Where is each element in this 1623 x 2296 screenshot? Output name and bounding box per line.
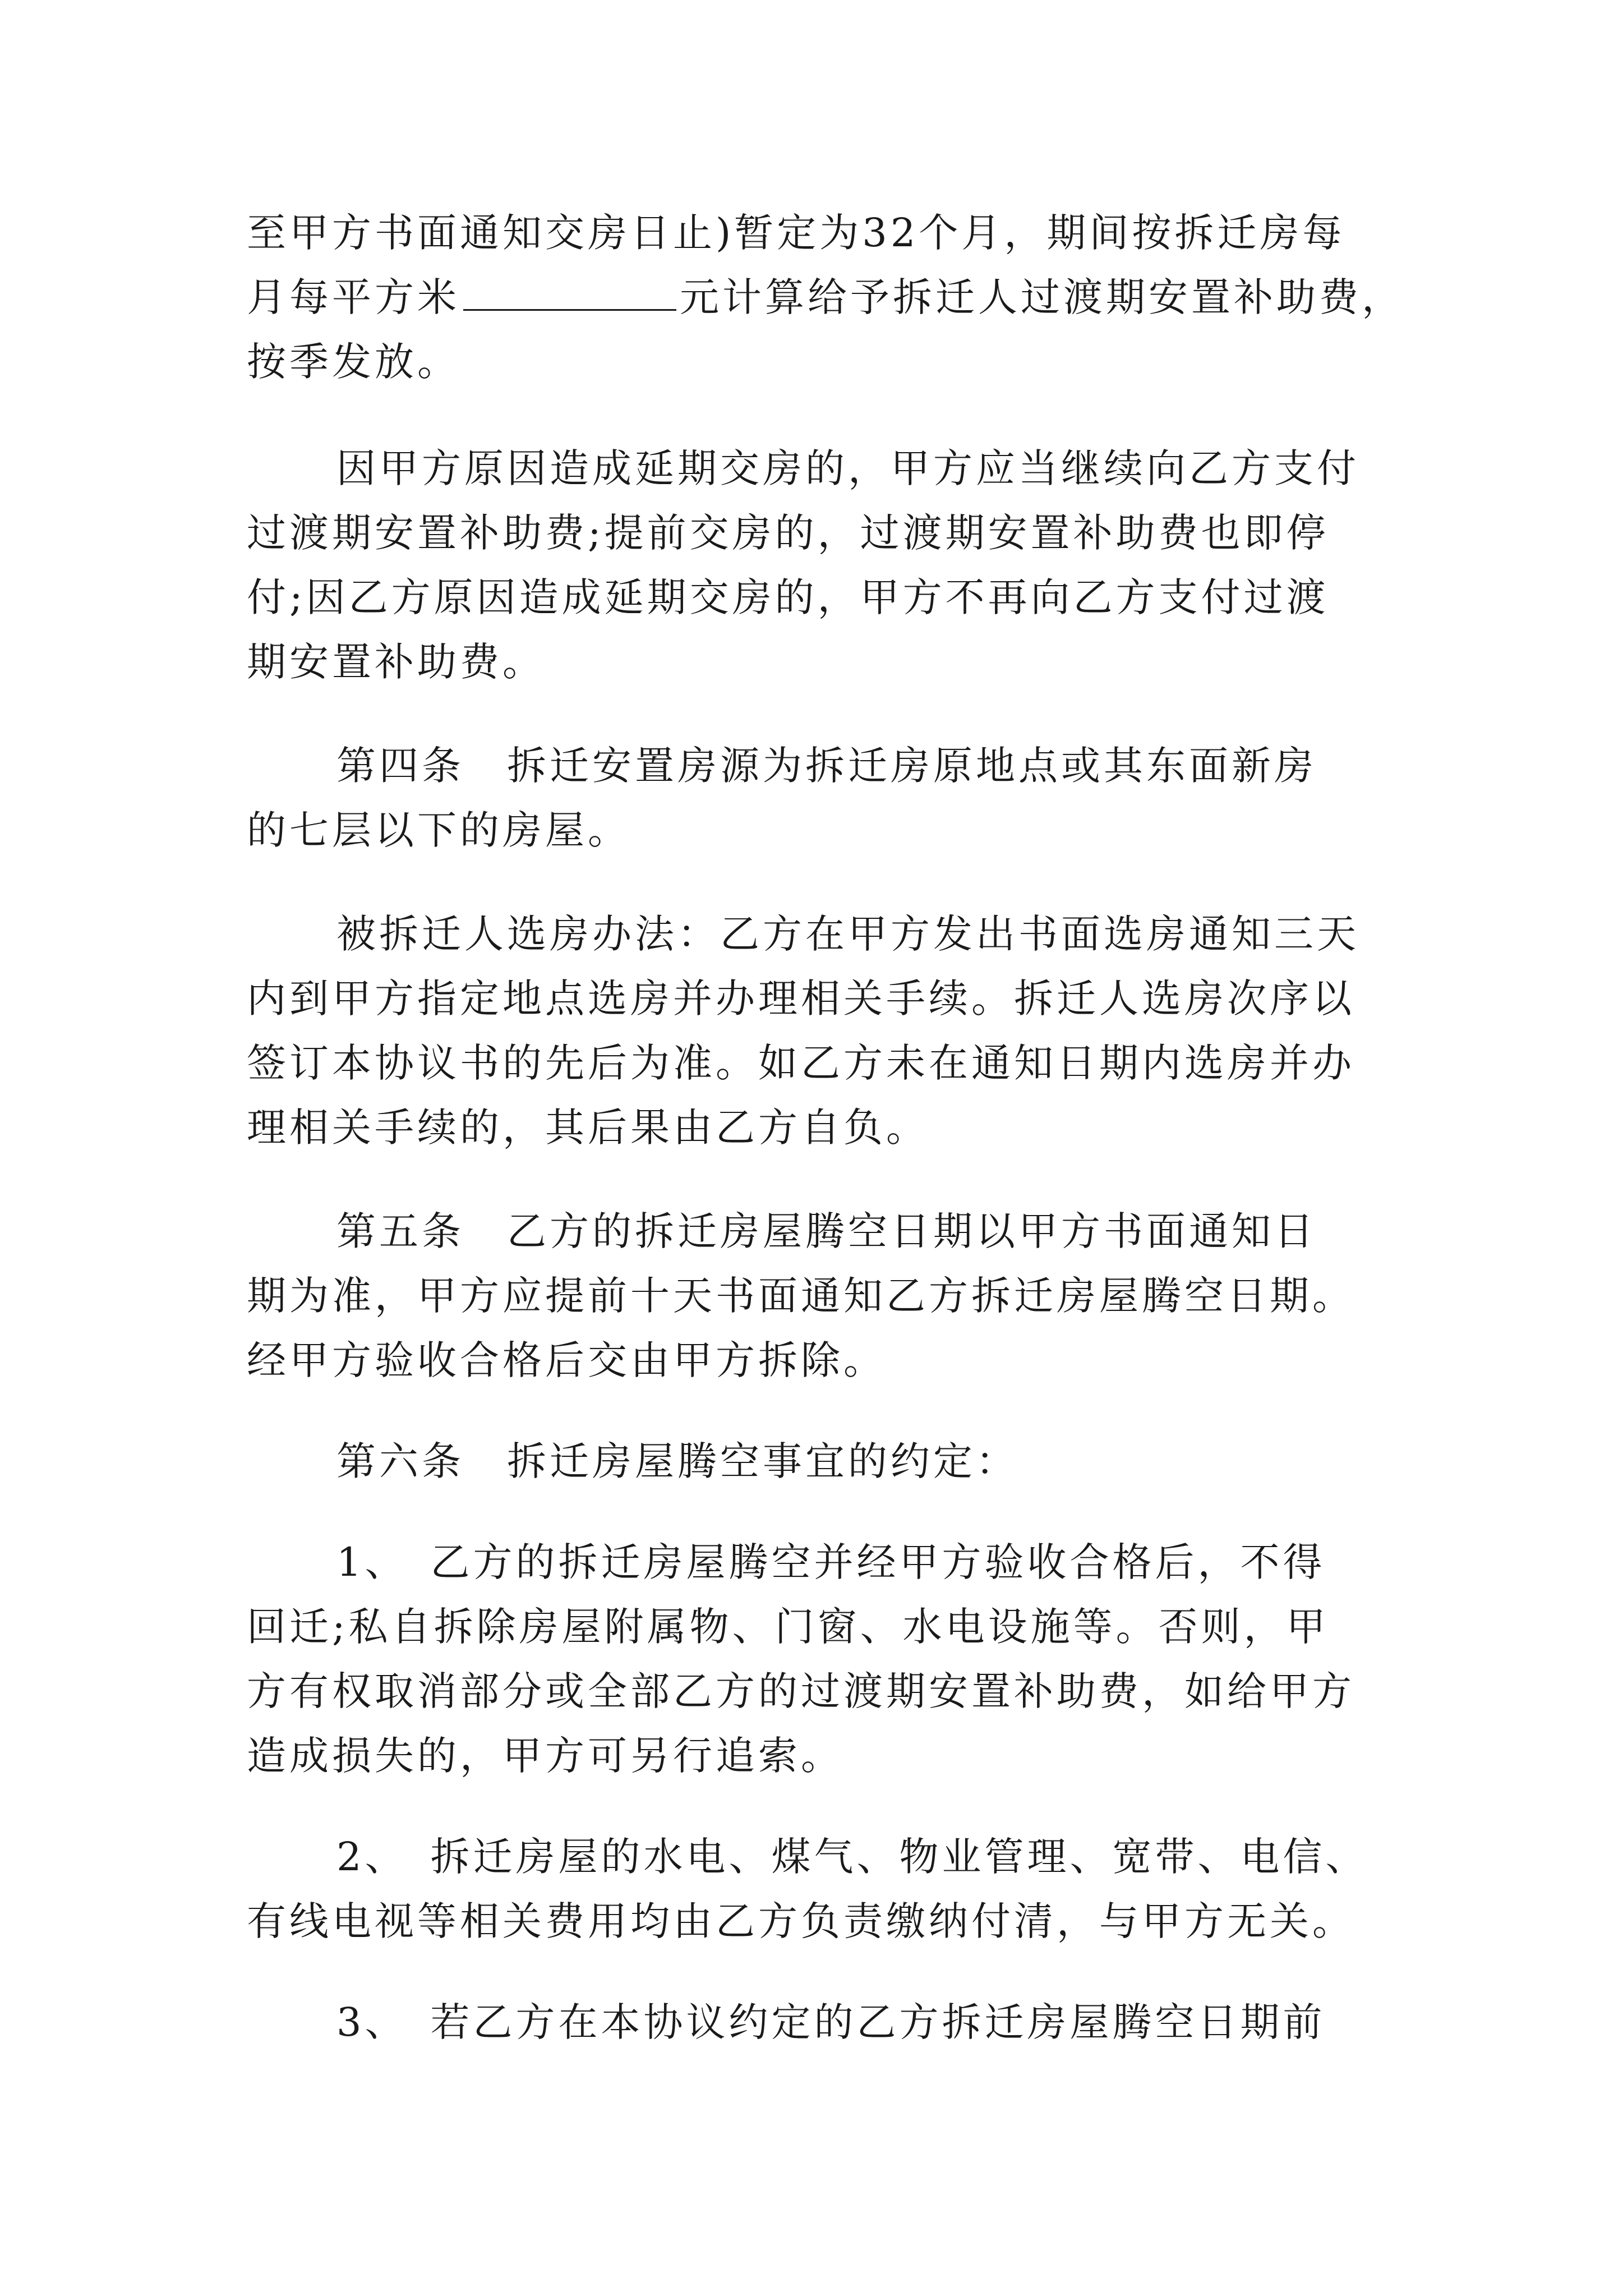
text-line: 方有权取消部分或全部乙方的过渡期安置补助费，如给甲方 xyxy=(247,1668,1355,1714)
text-line: 有线电视等相关费用均由乙方负责缴纳付清，与甲方无关。 xyxy=(247,1898,1355,1944)
text-line: 付;因乙方原因造成延期交房的，甲方不再向乙方支付过渡 xyxy=(247,574,1329,620)
text-line: 至甲方书面通知交房日止)暂定为32个月，期间按拆迁房每 xyxy=(247,210,1345,256)
text-line: 按季发放。 xyxy=(247,339,460,385)
item-3-line: 3、 若乙方在本协议约定的乙方拆迁房屋腾空日期前 xyxy=(336,1999,1326,2045)
text-line: 内到甲方指定地点选房并办理相关手续。拆迁人选房次序以 xyxy=(247,976,1355,1022)
text-line: 的七层以下的房屋。 xyxy=(247,807,630,853)
article-5-heading-line: 第五条 乙方的拆迁房屋腾空日期以甲方书面通知日 xyxy=(336,1208,1317,1254)
text-segment: 元计算给予拆迁人过渡期安置补助费， xyxy=(680,274,1404,320)
fill-in-blank[interactable] xyxy=(463,270,676,311)
item-1-line: 1、 乙方的拆迁房屋腾空并经甲方验收合格后，不得 xyxy=(336,1539,1326,1585)
text-line: 过渡期安置补助费;提前交房的，过渡期安置补助费也即停 xyxy=(247,510,1329,556)
text-line: 经甲方验收合格后交由甲方拆除。 xyxy=(247,1337,886,1383)
paragraph-first-line: 被拆迁人选房办法：乙方在甲方发出书面选房通知三天 xyxy=(336,911,1359,957)
article-4-heading-line: 第四条 拆迁安置房源为拆迁房原地点或其东面新房 xyxy=(336,743,1317,789)
text-line xyxy=(247,266,1404,328)
text-line: 理相关手续的，其后果由乙方自负。 xyxy=(247,1105,929,1151)
paragraph-first-line: 因甲方原因造成延期交房的，甲方应当继续向乙方支付 xyxy=(336,445,1359,491)
article-6-heading-line: 第六条 拆迁房屋腾空事宜的约定： xyxy=(336,1438,1018,1484)
text-line: 期为准，甲方应提前十天书面通知乙方拆迁房屋腾空日期。 xyxy=(247,1273,1355,1319)
text-line: 签订本协议书的先后为准。如乙方未在通知日期内选房并办 xyxy=(247,1040,1355,1086)
text-line: 回迁;私自拆除房屋附属物、门窗、水电设施等。否则，甲 xyxy=(247,1604,1329,1650)
item-2-line: 2、 拆迁房屋的水电、煤气、物业管理、宽带、电信、 xyxy=(336,1834,1368,1880)
text-line: 造成损失的，甲方可另行追索。 xyxy=(247,1733,843,1779)
text-line: 期安置补助费。 xyxy=(247,639,545,685)
text-segment: 月每平方米 xyxy=(247,274,460,320)
